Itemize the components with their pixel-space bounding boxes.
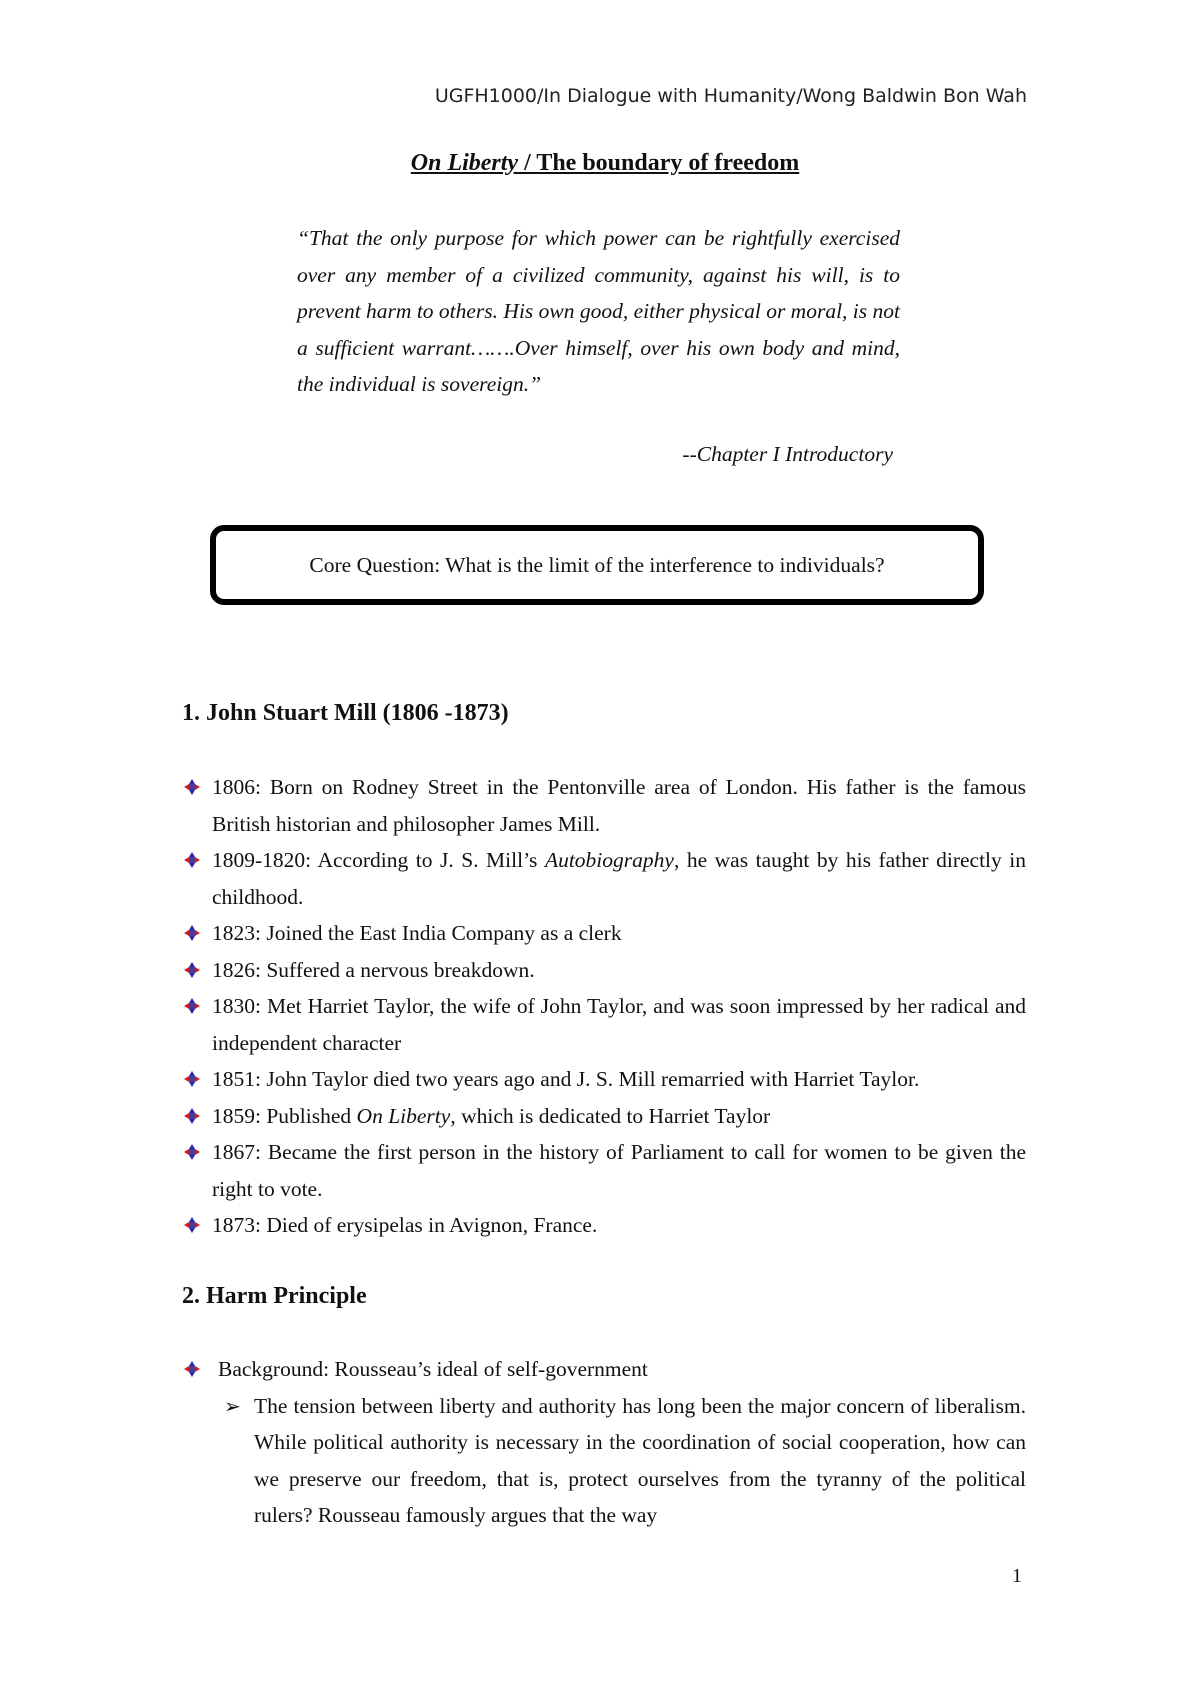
diamond-arrow-bullet-icon — [184, 1144, 200, 1160]
timeline-text-after: , which is dedicated to Harriet Taylor — [450, 1103, 771, 1128]
list-item — [182, 1134, 1026, 1207]
diamond-arrow-bullet-icon — [184, 962, 200, 978]
mill-timeline-list — [182, 769, 1026, 1244]
quote-attribution: --Chapter I Introductory — [682, 442, 893, 466]
epigraph-quote: “That the only purpose for which power can be rightfully exercised over any member of a civilized community, against his will, is to prevent harm to others. His own good, either physical or moral, is not a sufficient warrant…….Over himself, over his own body and mind, the individual is sovereign.” — [297, 226, 900, 396]
page-title — [0, 150, 1200, 177]
list-item — [182, 1207, 1026, 1244]
section-heading-harm-principle: 2. Harm Principle — [182, 1283, 367, 1309]
list-item — [182, 769, 1026, 842]
diamond-arrow-bullet-icon — [184, 1071, 200, 1087]
page-number: 1 — [1012, 1565, 1022, 1587]
book-title-on-liberty: On Liberty — [356, 1103, 451, 1128]
sub-list — [218, 1388, 1026, 1534]
diamond-arrow-bullet-icon — [184, 852, 200, 868]
diamond-arrow-bullet-icon — [184, 1361, 200, 1377]
list-item — [182, 1061, 1026, 1098]
timeline-text: 1830: Met Harriet Taylor, the wife of John Taylor, and was soon impressed by her radical and independent character — [212, 994, 1026, 1055]
diamond-arrow-bullet-icon — [184, 1217, 200, 1233]
book-title-autobiography: Autobiography — [544, 848, 674, 872]
diamond-arrow-bullet-icon — [184, 998, 200, 1014]
harm-principle-list — [182, 1351, 1026, 1534]
diamond-arrow-bullet-icon — [184, 925, 200, 941]
title-book-name: On Liberty — [410, 150, 519, 176]
list-item — [182, 988, 1026, 1061]
diamond-arrow-bullet-icon — [184, 1108, 200, 1124]
timeline-text: 1823: Joined the East India Company as a clerk — [212, 921, 622, 945]
timeline-text: 1867: Became the first person in the history of Parliament to call for women to be given the right to vote. — [212, 1140, 1026, 1201]
timeline-text: 1851: John Taylor died two years ago and J. S. Mill remarried with Harriet Taylor. — [212, 1067, 920, 1091]
timeline-text-before: 1809-1820: According to J. S. Mill’s — [212, 848, 545, 872]
diamond-arrow-bullet-icon — [184, 779, 200, 795]
timeline-text: 1873: Died of erysipelas in Avignon, France. — [212, 1213, 598, 1237]
list-item — [182, 1098, 1026, 1135]
section-heading-mill: 1. John Stuart Mill (1806 -1873) — [182, 700, 509, 726]
core-question-box — [210, 525, 984, 605]
running-header: UGFH1000/In Dialogue with Humanity/Wong Baldwin Bon Wah — [434, 85, 1027, 107]
sub-list-item — [218, 1388, 1026, 1534]
timeline-text: 1806: Born on Rodney Street in the Pentonville area of London. His father is the famous British historian and philosopher James Mill. — [212, 775, 1026, 836]
timeline-text-after: , he was taught by his father directly in childhood. — [212, 848, 1027, 909]
list-item — [182, 842, 1026, 915]
timeline-text: 1826: Suffered a nervous breakdown. — [212, 957, 535, 982]
sub-item-text: The tension between liberty and authority has long been the major concern of liberalism. While political authority is necessary in the coordination of social cooperation, how can we preserve our freedom, that is, protect ourselves from the tyranny of the political rulers? Rousseau famously argues that the way — [254, 1393, 1026, 1527]
arrowhead-bullet-icon: ➢ — [224, 1393, 241, 1418]
list-item — [182, 915, 1026, 952]
title-subtitle: / The boundary of freedom — [518, 150, 800, 176]
core-question-text: Core Question: What is the limit of the interference to individuals? — [309, 552, 885, 577]
list-item — [182, 952, 1026, 989]
list-item — [182, 1351, 1026, 1534]
timeline-text-before: 1859: Published — [212, 1103, 357, 1128]
background-label: Background: Rousseau’s ideal of self-government — [218, 1357, 648, 1381]
